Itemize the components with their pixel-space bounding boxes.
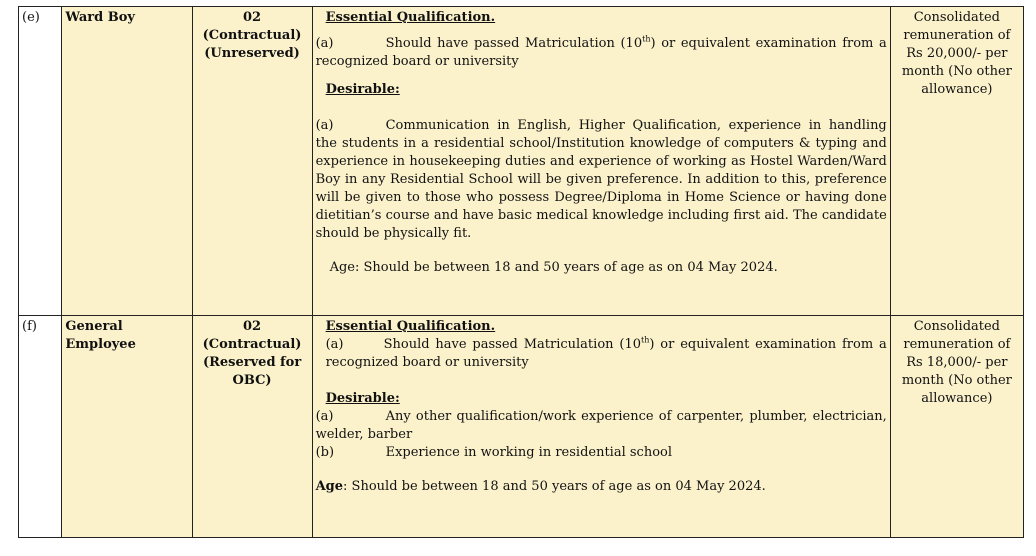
item-text: Any other qualification/work experience of carpenter, plumber, electrician, welder, barber (315, 409, 887, 442)
item-text: Communication in English, Higher Qualification, experience in handling the students in a residential school/Institution knowledge of computers & typing and experience in housekeeping duties and experience of working as Hostel Warden/Ward Boy in any Residential School will be given preference. In addition to this, preference will be given to those who possess Degree/Diploma in Home Science or having done dietitian’s course and have basic medical knowledge including first aid. The candidate should be physically fit. (315, 118, 887, 241)
item-label: (a) (315, 36, 334, 51)
item-label: (a) (315, 118, 334, 133)
table-row (19, 7, 1024, 316)
item-text: Experience in working in residential school (385, 445, 673, 460)
remuneration-text: Consolidated remuneration of Rs 18,000/- per month (No other allowance) (901, 319, 1012, 406)
vacancy-type: (Contractual) (202, 28, 302, 43)
item-label: (a) (315, 409, 334, 424)
remuneration-cell (890, 316, 1023, 538)
item-label: (b) (315, 445, 335, 460)
post-name: Ward Boy (65, 10, 135, 25)
post-name-cell (62, 7, 192, 316)
age-requirement (316, 478, 887, 496)
item-text-rest: ) or equivalent examination from a recognized board or university (315, 36, 887, 69)
vacancy-count-cell (192, 316, 312, 538)
item-label: (a) (325, 337, 344, 352)
age-text: Should be between 18 and 50 years of age as on 04 May 2024. (363, 260, 778, 275)
desirable-heading: Desirable: (325, 391, 400, 406)
remuneration-text: Consolidated remuneration of Rs 20,000/- per month (No other allowance) (901, 10, 1012, 97)
serial-cell (19, 7, 62, 316)
item-text: Should have passed Matriculation (10 (383, 337, 641, 352)
post-name-line-2: Employee (65, 337, 136, 352)
desirable-item (316, 408, 887, 444)
vacancy-count-cell (192, 7, 312, 316)
post-name-line-1: General (65, 319, 123, 334)
remuneration-cell (890, 7, 1023, 316)
age-text: : Should be between 18 and 50 years of age as on 04 May 2024. (343, 479, 766, 494)
item-text-rest: ) or equivalent examination from a recognized board or university (325, 337, 887, 370)
essential-qualification-heading: Essential Qualification. (325, 10, 496, 25)
qualification-cell (312, 316, 890, 538)
vacancy-type: (Contractual) (202, 337, 302, 352)
vacancy-category: (Unreserved) (204, 46, 300, 61)
age-requirement (330, 259, 887, 277)
essential-qualification-heading: Essential Qualification. (325, 319, 496, 334)
serial-number: (f) (22, 319, 37, 334)
desirable-item (316, 117, 887, 243)
vacancy-category: (Reserved for (202, 355, 302, 370)
age-label: Age: (329, 260, 360, 275)
post-name-cell (62, 316, 192, 538)
vacancy-category-cont: OBC) (232, 373, 272, 388)
serial-number: (e) (22, 10, 40, 25)
desirable-heading: Desirable: (325, 82, 400, 97)
item-superscript: th (641, 335, 650, 345)
table-row (19, 316, 1024, 538)
vacancy-table (18, 6, 1024, 538)
item-superscript: th (642, 34, 651, 44)
qualification-cell (312, 7, 890, 316)
item-text: Should have passed Matriculation (10 (385, 36, 643, 51)
desirable-item (316, 444, 887, 462)
vacancy-count: 02 (243, 10, 262, 25)
vacancy-count: 02 (243, 319, 262, 334)
age-label: Age (315, 479, 344, 494)
essential-item (316, 336, 887, 372)
serial-cell (19, 316, 62, 538)
essential-item (316, 35, 887, 71)
